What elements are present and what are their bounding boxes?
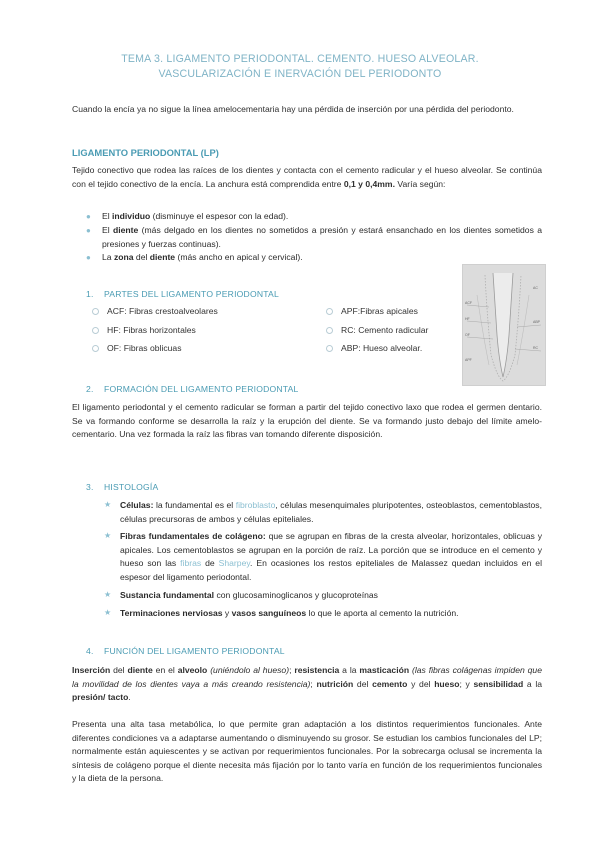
histology-item-fibers: Fibras fundamentales de colágeno: que se agrupan en fibras de la cresta alveolar, horizontales, oblicuas y apicales. Los cementoblastos se agrupan en la porción de raíz. La porción que se introduce en el cemento y hueso son las fibras de Sharpey. En ocasiones los restos epiteliales de Malassez quedan incluidos en el espesor del ligamento periodontal.: [120, 531, 543, 582]
list-item: RC: Cemento radicular: [326, 321, 428, 340]
histology-item-nerves: Terminaciones nerviosas y vasos sanguíneos lo que le aporta al cemento la nutrición.: [120, 608, 459, 618]
fibers-link[interactable]: fibras: [180, 558, 202, 569]
document-title: [60, 52, 540, 82]
parts-list-left: [92, 302, 218, 358]
section-3-heading: 3. HISTOLOGÍA: [86, 482, 159, 492]
periodontal-ligament-image: [462, 264, 546, 386]
image-label: RC: [533, 346, 539, 350]
star-bullet-icon: ★: [104, 590, 112, 599]
image-label: HF: [465, 317, 470, 321]
histology-item-cells: Células: la fundamental es el fibroblasto, células mesenquimales pluripotentes, osteoblastos, cementoblastos, células precursoras de ambos y células epiteliales.: [120, 500, 542, 524]
section-4-heading: 4. FUNCIÓN DEL LIGAMENTO PERIODONTAL: [86, 646, 285, 656]
section-2-heading: 2. FORMACIÓN DEL LIGAMENTO PERIODONTAL: [86, 384, 299, 394]
circle-bullet-icon: [92, 327, 99, 334]
star-bullet-icon: ★: [104, 608, 112, 617]
lp-def-text: Tejido conectivo que rodea las raíces de los dientes y contacta con el cemento radicular y el hueso alveolar. Se continúa con el tejido conectivo de la encía. La anchura está comprendida entre: [72, 165, 542, 189]
title-line-1: TEMA 3. LIGAMENTO PERIODONTAL. CEMENTO. HUESO ALVEOLAR.: [121, 53, 479, 65]
sharpey-link[interactable]: Sharpey: [218, 558, 251, 569]
formation-paragraph: El ligamento periodontal y el cemento radicular se forman a partir del tejido conectivo laxo que rodea el germen dentario. Se va formando conforme se desarrolla la raíz y la erupción del diente. Se va formando justo debajo del límite amelo-cementario. Una vez formada la raíz las fibras van tomando diferente disposición.: [72, 402, 542, 440]
list-item: APF:Fibras apicales: [326, 302, 428, 321]
fibroblast-link[interactable]: fibroblasto: [235, 500, 276, 510]
circle-bullet-icon: [326, 345, 333, 352]
tooth-section-illustration: [463, 265, 545, 385]
circle-bullet-icon: [326, 327, 333, 334]
intro-paragraph: Cuando la encía ya no sigue la línea amelocementaria hay una pérdida de inserción por una pérdida del periodonto.: [72, 104, 514, 114]
list-item: ABP: Hueso alveolar.: [326, 339, 428, 358]
list-item: OF: Fibras oblicuas: [92, 339, 218, 358]
lp-heading: LIGAMENTO PERIODONTAL (LP): [72, 147, 219, 158]
parts-list-right: [326, 302, 428, 358]
lp-definition: [72, 164, 542, 191]
image-label: OF: [465, 333, 470, 337]
image-label: ACF: [465, 301, 472, 305]
star-bullet-icon: ★: [104, 500, 112, 509]
list-item: HF: Fibras horizontales: [92, 321, 218, 340]
lp-def-width: 0,1 y 0,4mm.: [343, 178, 395, 189]
histology-item-substance: Sustancia fundamental con glucosaminoglicanos y glucoproteínas: [120, 590, 378, 600]
circle-bullet-icon: [92, 308, 99, 315]
title-line-2: VASCULARIZACIÓN E INERVACIÓN DEL PERIODONTO: [158, 68, 442, 80]
bullet-icon: ●: [86, 226, 91, 235]
function-paragraph: Inserción del diente en el alveolo (uniéndolo al hueso); resistencia a la masticación (las fibras colágenas impiden que la movilidad de los dientes vaya a más creando resistencia); nutrición del cemento y del hueso; y sensibilidad a la presión/ tacto.: [72, 665, 543, 703]
list-item: ACF: Fibras crestoalveolares: [92, 302, 218, 321]
lp-def-tail: Varía según:: [394, 178, 446, 189]
variation-item: ● El diente (más delgado en los dientes no sometidos a presión y estará ensanchado en los dientes sometidos a presiones y fuerzas continuas).: [86, 225, 543, 249]
section-1-heading: 1. PARTES DEL LIGAMENTO PERIODONTAL: [86, 289, 279, 299]
circle-bullet-icon: [92, 345, 99, 352]
circle-bullet-icon: [326, 308, 333, 315]
image-label: AC: [533, 286, 538, 290]
bullet-icon: ●: [86, 212, 91, 221]
image-label: ABP: [533, 320, 541, 324]
bullet-icon: ●: [86, 253, 91, 262]
metabolism-paragraph: Presenta una alta tasa metabólica, lo que permite gran adaptación a los distintos requerimientos funcionales. Ante diferentes condiciones va a adaptarse aumentando o disminuyendo su grosor. Se estudian los cambios funcionales del LP; normalmente están aquiescentes y se activan por requerimientos funcionales. Por la sobrecarga oclusal se incrementa la síntesis de colágeno porque el diente necesita más fijación por lo tanto varía en función de los requerimientos funcionales y la dieta de la persona.: [72, 719, 542, 784]
variation-item: ● El individuo (disminuye el espesor con la edad).: [86, 210, 542, 224]
variation-item: ● La zona del diente (más ancho en apical y cervical).: [86, 251, 542, 265]
image-label: APF: [465, 358, 472, 362]
star-bullet-icon: ★: [104, 531, 112, 540]
